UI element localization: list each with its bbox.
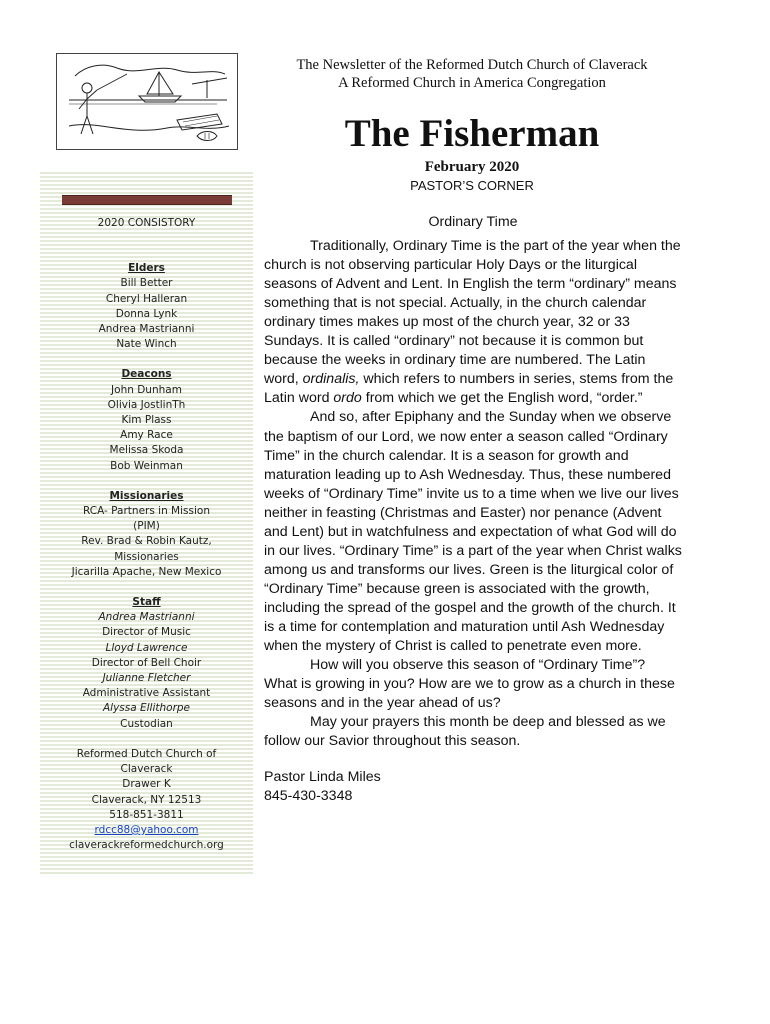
email-link[interactable]: rdcc88@yahoo.com (94, 823, 199, 836)
staff-name: Julianne Fletcher (102, 672, 191, 685)
missionary-line: (PIM) (133, 520, 160, 533)
staff-role: Administrative Assistant (82, 687, 211, 700)
deacon-name: Amy Race (120, 429, 173, 442)
missionary-line: Rev. Brad & Robin Kautz, (81, 535, 212, 548)
article-subtitle: Ordinary Time (428, 214, 518, 230)
staff-role: Custodian (120, 717, 173, 730)
staff-role: Director of Bell Choir (91, 656, 202, 669)
elder-name: Donna Lynk (115, 307, 178, 320)
staff-heading: Staff (132, 596, 161, 609)
deacons-heading: Deacons (121, 368, 172, 381)
sidebar-divider-bar (62, 195, 232, 205)
staff-name: Andrea Mastrianni (98, 611, 195, 624)
newsletter-title: The Fisherman (344, 112, 600, 155)
masthead-line-2: A Reformed Church in America Congregation (338, 75, 606, 91)
deacon-name: Kim Plass (121, 414, 172, 427)
deacon-name: Bob Weinman (110, 459, 183, 472)
elder-name: Andrea Mastrianni (98, 323, 195, 336)
elder-name: Bill Better (120, 277, 173, 290)
deacon-name: John Dunham (111, 383, 182, 396)
missionary-line: Jicarilla Apache, New Mexico (71, 565, 222, 578)
phone-number: 518-851-3811 (109, 808, 184, 821)
article-paragraph: How will you observe this season of “Ordinary Time”? What is growing in you? How are we to grow as a church in these seasons and in the year ahead of us? (264, 657, 675, 712)
masthead-line-1: The Newsletter of the Reformed Dutch Church of Claverack (296, 57, 648, 73)
fisherman-illustration (57, 54, 237, 149)
article-paragraph: Traditionally, Ordinary Time is the part of the year when the church is not observing particular Holy Days or the liturgical seasons of Advent and Lent. In English the term “ordinary” means something that is not special. Actually, in the church calendar ordinary times makes up most of the church year, 32 or 33 Sundays. It is called “ordinary” not because it is common but because the weeks in ordinary time are numbered. The Latin word, ordinalis, which refers to numbers in series, stems from the Latin word ordo from which we get the English word, “order.” (264, 238, 681, 407)
deacon-name: Melissa Skoda (109, 444, 184, 457)
website-text: claverackreformedchurch.org (69, 839, 224, 852)
issue-date: February 2020 (424, 159, 520, 175)
staff-name: Alyssa Ellithorpe (102, 702, 191, 715)
elder-name: Cheryl Halleran (105, 292, 188, 305)
article-paragraph: May your prayers this month be deep and blessed as we follow our Savior throughout this season. (264, 714, 666, 750)
address-line: Drawer K (122, 778, 171, 791)
article-paragraph: And so, after Epiphany and the Sunday when we observe the baptism of our Lord, we now enter a season called “Ordinary Time” in the church calendar. It is a season for growth and maturation leading up to Ash Wednesday. Thus, these numbered weeks of “Ordinary Time” invite us to a time when we live our lives neither in feasting (Christmas and Easter) nor penance (Advent and Lent) but in watchfulness and expectation of what God will do in our lives. “Ordinary Time” is a part of the year when Christ walks among us and transforms our lives. Green is the liturgical color of “Ordinary Time” because green is associated with the growth, including the spread of the gospel and the growth of the church. It is a time for contemplation and maturation until Ash Wednesday when the mystery of Christ is called to penetrate even more. (264, 409, 682, 655)
consistory-sidebar (40, 172, 253, 875)
fisherman-logo (56, 53, 238, 150)
address-line: Claverack (120, 763, 173, 776)
address-line: Claverack, NY 12513 (91, 793, 202, 806)
pastor-phone: 845-430-3348 (264, 788, 353, 805)
elders-heading: Elders (128, 262, 165, 275)
missionaries-heading: Missionaries (109, 489, 184, 502)
consistory-header: 2020 CONSISTORY (97, 217, 196, 229)
pastors-corner-article (264, 213, 682, 806)
missionary-line: RCA- Partners in Mission (83, 505, 210, 518)
staff-name: Lloyd Lawrence (105, 641, 188, 654)
elder-name: Nate Winch (116, 338, 177, 351)
section-title: PASTOR’S CORNER (410, 178, 534, 193)
deacon-name: Olivia JostlinTh (107, 398, 186, 411)
missionary-line: Missionaries (114, 550, 179, 563)
address-line: Reformed Dutch Church of (76, 747, 217, 760)
pastor-signature: Pastor Linda Miles (264, 769, 381, 786)
newsletter-masthead (262, 56, 682, 92)
staff-role: Director of Music (102, 626, 191, 639)
